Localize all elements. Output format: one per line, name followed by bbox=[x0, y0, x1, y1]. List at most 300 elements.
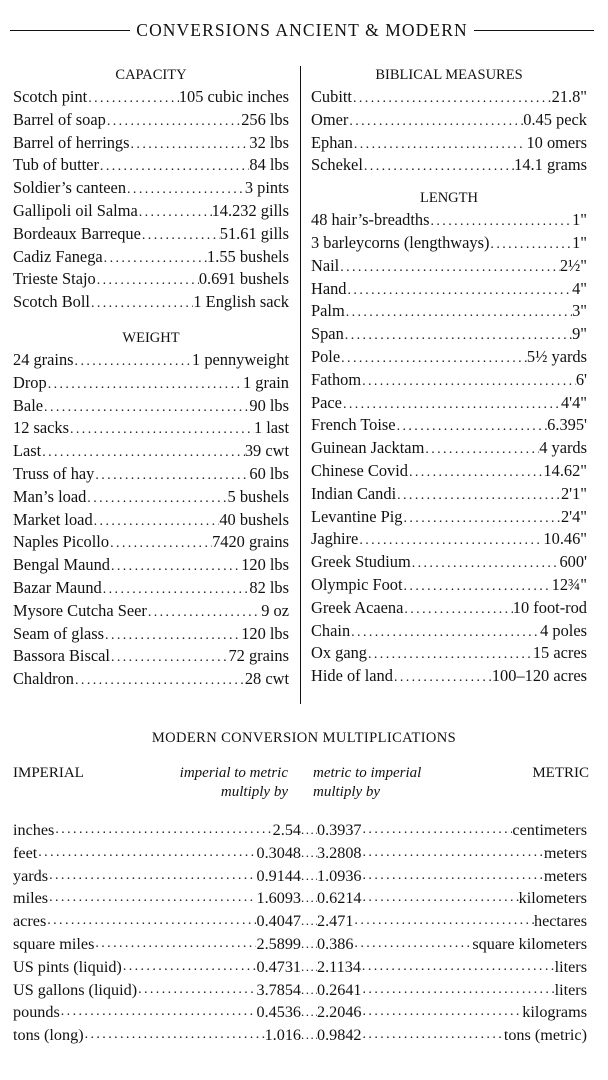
imperial-unit: US gallons (liquid) bbox=[13, 980, 138, 999]
imperial-half bbox=[13, 819, 301, 842]
conversion-value: 82 lbs bbox=[249, 577, 289, 597]
dot-leader bbox=[147, 602, 261, 623]
conversion-value: 0.45 peck bbox=[523, 109, 587, 129]
metric-unit: meters bbox=[543, 843, 587, 862]
conversion-row bbox=[13, 154, 289, 177]
dot-leader bbox=[489, 234, 572, 255]
conversion-value: 105 cubic inches bbox=[178, 87, 289, 106]
imperial-to-metric-factor: 0.3048 bbox=[256, 843, 301, 862]
dot-leader bbox=[344, 325, 572, 346]
conversion-label: Jaghire bbox=[311, 529, 359, 549]
conversion-row bbox=[13, 200, 289, 223]
dot-leader bbox=[103, 248, 207, 269]
dot-leader bbox=[353, 933, 472, 956]
metric-unit: meters bbox=[543, 866, 587, 885]
conversion-label: Olympic Foot bbox=[311, 574, 403, 594]
biblical-list bbox=[311, 86, 587, 177]
conversion-value: 1 English sack bbox=[193, 292, 289, 312]
conversion-label: Truss of hay bbox=[13, 463, 95, 483]
dot-leader bbox=[47, 374, 243, 395]
conversion-row bbox=[13, 463, 289, 486]
metric-to-imperial-factor: 2.1134 bbox=[317, 957, 361, 976]
conversion-row bbox=[311, 109, 587, 132]
conversion-label: Drop bbox=[13, 372, 47, 392]
imperial-to-metric-factor: 1.6093 bbox=[256, 889, 301, 908]
capacity-heading: CAPACITY bbox=[115, 67, 187, 83]
modern-row bbox=[13, 1024, 587, 1047]
conversion-label: Schekel bbox=[311, 155, 363, 175]
dot-leader bbox=[90, 293, 193, 314]
conversion-value: 3 pints bbox=[244, 178, 289, 198]
dot-leader bbox=[130, 134, 250, 155]
dot-leader bbox=[301, 865, 317, 888]
conversion-label: 24 grains bbox=[13, 349, 74, 369]
imperial-half bbox=[13, 910, 301, 933]
header-i2m-line2: multiply by bbox=[220, 784, 288, 800]
metric-unit: kilograms bbox=[522, 1003, 587, 1022]
dot-leader bbox=[141, 225, 220, 246]
dot-leader bbox=[353, 910, 534, 933]
dot-leader bbox=[54, 819, 272, 842]
dot-leader bbox=[106, 111, 241, 132]
metric-to-imperial-factor: 0.9842 bbox=[317, 1026, 362, 1045]
conversion-value: 4 yards bbox=[539, 438, 587, 458]
conversion-value: 28 cwt bbox=[244, 669, 289, 689]
metric-unit: tons (metric) bbox=[503, 1026, 587, 1045]
biblical-heading: BIBLICAL MEASURES bbox=[375, 67, 523, 83]
conversion-row bbox=[311, 209, 587, 232]
conversion-value: 60 lbs bbox=[249, 463, 289, 483]
conversion-row bbox=[13, 86, 289, 109]
dot-leader bbox=[122, 956, 257, 979]
dot-leader bbox=[87, 88, 179, 109]
capacity-list bbox=[13, 86, 289, 314]
dot-leader bbox=[126, 179, 245, 200]
dot-leader bbox=[353, 134, 527, 155]
length-heading: LENGTH bbox=[420, 190, 478, 207]
dot-leader bbox=[46, 910, 256, 933]
dot-leader bbox=[301, 933, 317, 956]
conversion-row bbox=[13, 440, 289, 463]
dot-leader bbox=[74, 351, 192, 372]
modern-row bbox=[13, 842, 587, 865]
dot-leader bbox=[361, 956, 555, 979]
metric-unit: square kilometers bbox=[472, 934, 587, 953]
modern-row bbox=[13, 1001, 587, 1024]
conversion-row bbox=[13, 291, 289, 314]
dot-leader bbox=[301, 910, 317, 933]
conversion-value: 600' bbox=[559, 552, 587, 572]
dot-leader bbox=[94, 933, 256, 956]
conversion-row bbox=[13, 554, 289, 577]
dot-leader bbox=[301, 887, 317, 910]
dot-leader bbox=[403, 576, 552, 597]
imperial-half bbox=[13, 1024, 301, 1047]
imperial-unit: inches bbox=[13, 821, 55, 839]
metric-half bbox=[317, 1024, 587, 1047]
dot-leader bbox=[424, 439, 539, 460]
dot-leader bbox=[301, 1001, 317, 1024]
conversion-label: Gallipoli oil Salma bbox=[13, 200, 138, 220]
conversion-label: Soldier’s canteen bbox=[13, 178, 127, 198]
page-title bbox=[10, 20, 594, 41]
length-list bbox=[311, 209, 587, 688]
conversion-label: Bale bbox=[13, 395, 44, 415]
conversion-label: Seam of glass bbox=[13, 623, 105, 643]
header-metric: METRIC bbox=[532, 765, 589, 781]
conversion-label: Levantine Pig bbox=[311, 506, 403, 526]
imperial-half bbox=[13, 1001, 301, 1024]
dot-leader bbox=[94, 465, 249, 486]
conversion-value: 21.8" bbox=[551, 87, 587, 106]
conversion-row bbox=[13, 349, 289, 372]
imperial-half bbox=[13, 887, 301, 910]
dot-leader bbox=[403, 508, 561, 529]
conversion-label: Cadiz Fanega bbox=[13, 246, 103, 266]
conversion-value: 5 bushels bbox=[227, 486, 289, 506]
conversion-value: 14.232 gills bbox=[211, 200, 289, 220]
dot-leader bbox=[347, 280, 573, 301]
conversion-row bbox=[13, 417, 289, 440]
dot-leader bbox=[363, 156, 514, 177]
dot-leader bbox=[84, 1024, 265, 1047]
conversion-value: 0.691 bushels bbox=[198, 269, 289, 289]
conversion-label: Hide of land bbox=[311, 666, 393, 686]
conversion-value: 1 last bbox=[253, 418, 289, 438]
metric-to-imperial-factor: 0.386 bbox=[317, 934, 354, 953]
conversion-label: Chain bbox=[311, 620, 351, 640]
conversion-row bbox=[13, 509, 289, 532]
left-column bbox=[13, 64, 289, 691]
header-imperial-to-metric bbox=[150, 764, 288, 802]
metric-to-imperial-factor: 0.3937 bbox=[317, 821, 362, 839]
conversion-row bbox=[13, 268, 289, 291]
conversion-value: 1 grain bbox=[243, 372, 289, 392]
dot-leader bbox=[362, 1001, 523, 1024]
conversion-label: Mysore Cutcha Seer bbox=[13, 600, 147, 620]
header-metric-to-imperial bbox=[313, 764, 463, 802]
conversion-value: 4" bbox=[572, 278, 587, 298]
conversion-label: Chinese Covid bbox=[311, 460, 408, 480]
conversion-row bbox=[311, 132, 587, 155]
dot-leader bbox=[93, 511, 220, 532]
metric-to-imperial-factor: 0.2641 bbox=[317, 980, 362, 999]
conversion-row bbox=[13, 246, 289, 269]
metric-half bbox=[317, 819, 587, 842]
conversion-label: Scotch Boll bbox=[13, 292, 90, 312]
dot-leader bbox=[350, 622, 540, 643]
metric-unit: centimeters bbox=[512, 821, 587, 839]
imperial-to-metric-factor: 0.9144 bbox=[256, 866, 301, 885]
header-i2m-line1: imperial to metric bbox=[179, 765, 288, 781]
metric-to-imperial-factor: 3.2808 bbox=[317, 843, 362, 862]
conversion-row bbox=[13, 223, 289, 246]
conversion-row bbox=[13, 109, 289, 132]
metric-unit: liters bbox=[554, 957, 587, 976]
dot-leader bbox=[102, 579, 250, 600]
conversion-row bbox=[13, 177, 289, 200]
conversion-row bbox=[311, 574, 587, 597]
dot-leader bbox=[74, 670, 245, 691]
metric-half bbox=[317, 933, 587, 956]
conversion-value: 6' bbox=[575, 369, 587, 389]
conversion-value: 10 omers bbox=[526, 132, 587, 152]
dot-leader bbox=[301, 979, 317, 1002]
imperial-unit: pounds bbox=[13, 1003, 60, 1022]
modern-row bbox=[13, 865, 587, 888]
imperial-to-metric-factor: 2.54 bbox=[272, 821, 301, 839]
metric-half bbox=[317, 865, 587, 888]
metric-half bbox=[317, 910, 587, 933]
conversion-value: 4 poles bbox=[540, 620, 587, 640]
imperial-unit: acres bbox=[13, 912, 47, 931]
conversion-value: 120 lbs bbox=[241, 555, 289, 575]
imperial-unit: miles bbox=[13, 889, 49, 908]
conversion-label: Bengal Maund bbox=[13, 555, 110, 575]
dot-leader bbox=[362, 819, 513, 842]
imperial-unit: feet bbox=[13, 843, 38, 862]
conversion-label: Greek Acaena bbox=[311, 597, 404, 617]
conversion-row bbox=[13, 132, 289, 155]
conversion-label: Bordeaux Barreque bbox=[13, 223, 141, 243]
dot-leader bbox=[301, 956, 317, 979]
dot-leader bbox=[411, 553, 560, 574]
dot-leader bbox=[99, 156, 249, 177]
dot-leader bbox=[403, 599, 512, 620]
conversion-value: 84 lbs bbox=[249, 155, 289, 175]
dot-leader bbox=[69, 419, 254, 440]
conversion-value: 14.62" bbox=[543, 460, 587, 480]
header-m2i-line1: metric to imperial bbox=[313, 765, 422, 781]
conversion-row bbox=[13, 531, 289, 554]
conversion-value: 10.46" bbox=[543, 529, 587, 549]
dot-leader bbox=[138, 202, 212, 223]
dot-leader bbox=[430, 211, 573, 232]
conversion-row bbox=[311, 483, 587, 506]
page-title-text: CONVERSIONS ANCIENT & MODERN bbox=[136, 20, 468, 40]
column-divider bbox=[300, 66, 301, 704]
dot-leader bbox=[60, 1001, 257, 1024]
metric-to-imperial-factor: 2.471 bbox=[317, 912, 354, 931]
conversion-value: 7420 grains bbox=[212, 532, 289, 552]
conversion-label: Bassora Biscal bbox=[13, 646, 110, 666]
conversion-value: 1" bbox=[572, 232, 587, 252]
dot-leader bbox=[96, 270, 199, 291]
conversion-label: Pace bbox=[311, 392, 342, 412]
conversion-value: 32 lbs bbox=[249, 132, 289, 152]
dot-leader bbox=[43, 397, 249, 418]
dot-leader bbox=[362, 1024, 504, 1047]
metric-unit: kilometers bbox=[518, 889, 587, 908]
conversion-value: 1.55 bushels bbox=[207, 246, 289, 266]
metric-half bbox=[317, 956, 587, 979]
metric-unit: hectares bbox=[533, 912, 587, 931]
imperial-to-metric-factor: 3.7854 bbox=[256, 980, 301, 999]
conversion-label: Omer bbox=[311, 109, 349, 129]
metric-unit: liters bbox=[554, 980, 587, 999]
conversion-row bbox=[311, 597, 587, 620]
conversion-row bbox=[311, 551, 587, 574]
dot-leader bbox=[367, 644, 533, 665]
conversion-value: 100–120 acres bbox=[491, 666, 587, 686]
conversion-value: 2½" bbox=[559, 255, 587, 275]
imperial-to-metric-factor: 2.5899 bbox=[256, 934, 301, 953]
conversion-label: 48 hair’s-breadths bbox=[311, 210, 430, 230]
dot-leader bbox=[41, 442, 245, 463]
imperial-unit: US pints (liquid) bbox=[13, 957, 122, 976]
conversion-value: 9" bbox=[572, 324, 587, 344]
conversion-row bbox=[13, 577, 289, 600]
imperial-half bbox=[13, 979, 301, 1002]
header-m2i-line2: multiply by bbox=[313, 784, 381, 800]
conversion-label: 3 barleycorns (lengthways) bbox=[311, 232, 490, 252]
title-rule-right bbox=[474, 30, 594, 31]
conversion-row bbox=[311, 392, 587, 415]
conversion-label: Man’s load bbox=[13, 486, 87, 506]
conversion-label: Ephan bbox=[311, 132, 353, 152]
conversion-label: Nail bbox=[311, 255, 340, 275]
conversion-row bbox=[13, 486, 289, 509]
conversion-row bbox=[311, 528, 587, 551]
conversion-label: Guinean Jacktam bbox=[311, 438, 425, 458]
conversion-row bbox=[311, 437, 587, 460]
conversion-label: 12 sacks bbox=[13, 418, 69, 438]
conversion-label: Barrel of herrings bbox=[13, 132, 130, 152]
dot-leader bbox=[362, 842, 544, 865]
metric-half bbox=[317, 887, 587, 910]
conversion-value: 9 oz bbox=[261, 600, 289, 620]
dot-leader bbox=[408, 462, 543, 483]
metric-to-imperial-factor: 0.6214 bbox=[317, 889, 362, 908]
conversion-row bbox=[311, 346, 587, 369]
dot-leader bbox=[109, 533, 212, 554]
imperial-to-metric-factor: 1.016 bbox=[264, 1026, 301, 1045]
conversion-label: Palm bbox=[311, 301, 345, 321]
weight-heading: WEIGHT bbox=[122, 329, 180, 346]
dot-leader bbox=[301, 842, 317, 865]
conversion-row bbox=[311, 506, 587, 529]
dot-leader bbox=[342, 394, 561, 415]
conversion-label: Hand bbox=[311, 278, 347, 298]
modern-table bbox=[13, 819, 587, 1047]
metric-half bbox=[317, 1001, 587, 1024]
conversion-label: Naples Picollo bbox=[13, 532, 110, 552]
conversion-row bbox=[311, 369, 587, 392]
metric-to-imperial-factor: 1.0936 bbox=[317, 866, 362, 885]
header-imperial: IMPERIAL bbox=[13, 765, 84, 781]
dot-leader bbox=[396, 416, 548, 437]
conversion-label: Ox gang bbox=[311, 643, 367, 663]
imperial-unit: tons (long) bbox=[13, 1026, 84, 1045]
conversion-label: Indian Candi bbox=[311, 483, 397, 503]
imperial-half bbox=[13, 842, 301, 865]
conversion-row bbox=[13, 623, 289, 646]
conversion-value: 5½ yards bbox=[526, 346, 587, 366]
dot-leader bbox=[301, 1024, 317, 1047]
conversion-row bbox=[311, 232, 587, 255]
dot-leader bbox=[37, 842, 256, 865]
modern-row bbox=[13, 910, 587, 933]
conversion-value: 2'1" bbox=[560, 483, 587, 503]
conversion-label: Chaldron bbox=[13, 669, 75, 689]
conversion-label: Scotch pint bbox=[13, 87, 88, 106]
conversion-value: 256 lbs bbox=[241, 109, 289, 129]
dot-leader bbox=[48, 887, 256, 910]
conversion-row bbox=[311, 642, 587, 665]
conversion-label: Market load bbox=[13, 509, 93, 529]
modern-heading: MODERN CONVERSION MULTIPLICATIONS bbox=[151, 730, 457, 746]
modern-row bbox=[13, 933, 587, 956]
conversion-row bbox=[13, 395, 289, 418]
conversion-row bbox=[311, 323, 587, 346]
conversion-value: 15 acres bbox=[532, 643, 587, 663]
imperial-half bbox=[13, 865, 301, 888]
metric-half bbox=[317, 979, 587, 1002]
conversion-label: Span bbox=[311, 324, 344, 344]
metric-to-imperial-factor: 2.2046 bbox=[317, 1003, 362, 1022]
modern-row bbox=[13, 819, 587, 842]
dot-leader bbox=[339, 257, 560, 278]
title-rule-left bbox=[10, 30, 130, 31]
conversion-value: 39 cwt bbox=[244, 441, 289, 461]
conversion-row bbox=[13, 645, 289, 668]
conversion-row bbox=[13, 372, 289, 395]
dot-leader bbox=[137, 979, 256, 1002]
imperial-unit: yards bbox=[13, 866, 49, 885]
conversion-row bbox=[311, 620, 587, 643]
dot-leader bbox=[104, 625, 241, 646]
conversion-value: 1" bbox=[572, 210, 587, 230]
conversion-row bbox=[311, 278, 587, 301]
conversion-value: 10 foot-rod bbox=[512, 597, 587, 617]
dot-leader bbox=[110, 647, 228, 668]
dot-leader bbox=[362, 887, 519, 910]
conversion-row bbox=[311, 300, 587, 323]
dot-leader bbox=[358, 530, 543, 551]
conversion-label: Greek Studium bbox=[311, 552, 411, 572]
conversion-label: Trieste Stajo bbox=[13, 269, 96, 289]
conversion-value: 3" bbox=[572, 301, 587, 321]
conversion-value: 120 lbs bbox=[241, 623, 289, 643]
conversion-value: 2'4" bbox=[560, 506, 587, 526]
dot-leader bbox=[361, 371, 576, 392]
conversion-value: 14.1 grams bbox=[514, 155, 587, 175]
conversion-label: Pole bbox=[311, 346, 341, 366]
conversion-label: Cubitt bbox=[311, 87, 352, 106]
conversion-label: French Toise bbox=[311, 415, 396, 435]
dot-leader bbox=[396, 485, 561, 506]
conversion-value: 51.61 gills bbox=[219, 223, 289, 243]
imperial-to-metric-factor: 0.4536 bbox=[256, 1003, 301, 1022]
dot-leader bbox=[393, 667, 492, 688]
conversion-row bbox=[311, 255, 587, 278]
metric-half bbox=[317, 842, 587, 865]
conversion-label: Tub of butter bbox=[13, 155, 99, 175]
dot-leader bbox=[301, 819, 317, 842]
conversion-value: 1 pennyweight bbox=[192, 349, 289, 369]
conversion-label: Fathom bbox=[311, 369, 362, 389]
conversion-value: 90 lbs bbox=[249, 395, 289, 415]
imperial-half bbox=[13, 933, 301, 956]
conversion-row bbox=[13, 668, 289, 691]
conversion-row bbox=[311, 665, 587, 688]
weight-list bbox=[13, 349, 289, 691]
conversion-row bbox=[311, 154, 587, 177]
conversion-label: Last bbox=[13, 441, 42, 461]
conversion-value: 72 grains bbox=[228, 646, 289, 666]
right-column bbox=[311, 64, 587, 688]
imperial-to-metric-factor: 0.4047 bbox=[256, 912, 301, 931]
